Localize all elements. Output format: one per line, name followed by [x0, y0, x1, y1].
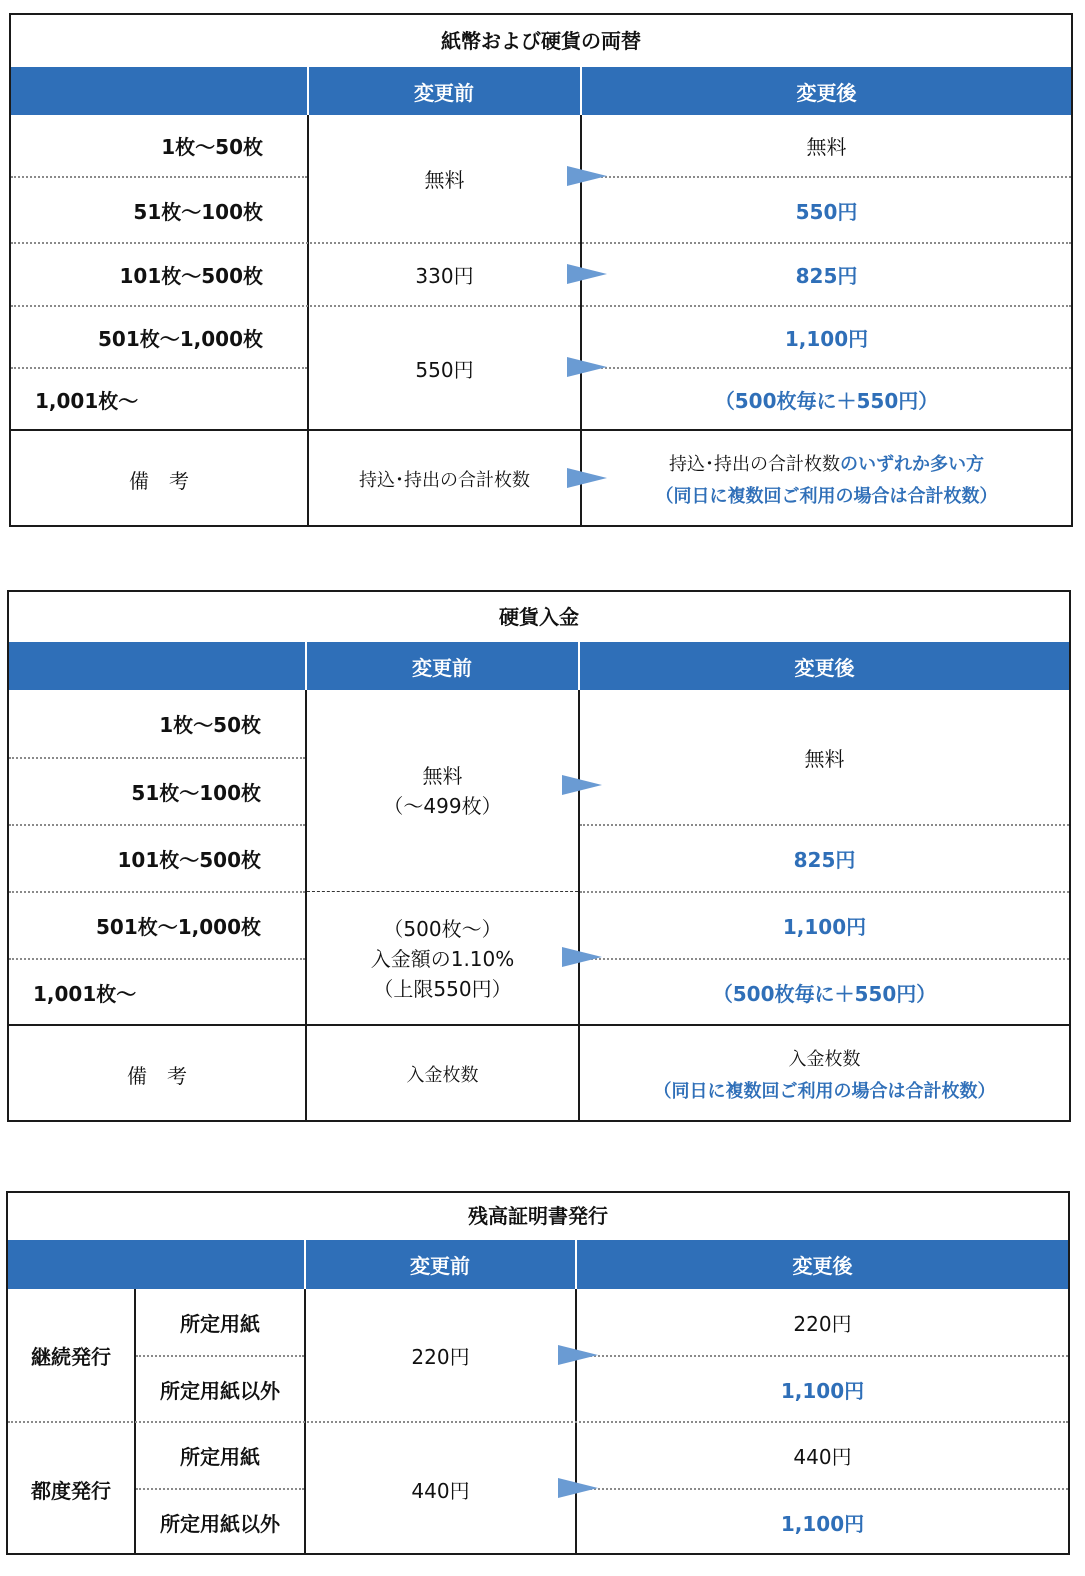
remarks-label: 備 考	[127, 1063, 187, 1088]
arrow-icon	[558, 1345, 598, 1365]
header-after: 変更後	[792, 1254, 853, 1278]
after-value: 825円	[793, 848, 856, 872]
row-label: 51枚～100枚	[133, 199, 263, 224]
before-value: 220円	[411, 1344, 470, 1369]
remarks-before: 入金枚数	[406, 1065, 479, 1086]
row-divider	[307, 891, 578, 892]
row-label: 501枚～1,000枚	[95, 915, 261, 939]
group-label: 継続発行	[31, 1344, 111, 1369]
after-value: 1,100円	[782, 915, 867, 939]
after-value: 550円	[795, 199, 858, 224]
table-title: 硬貨入金	[499, 605, 579, 629]
row-label: 所定用紙	[180, 1445, 260, 1469]
table-header	[11, 67, 1071, 115]
after-value: 1,100円	[780, 1512, 865, 1536]
before-value: 550円	[415, 357, 474, 382]
after-value: （500枚毎に＋550円）	[712, 981, 937, 1006]
table-header	[8, 1240, 1068, 1289]
header-after: 変更後	[794, 655, 855, 680]
header-before: 変更前	[410, 1254, 470, 1278]
remarks-after	[582, 431, 1071, 527]
row-label: 所定用紙以外	[160, 1378, 280, 1403]
header-after: 変更後	[796, 80, 857, 105]
coin-deposit-table	[7, 590, 1071, 1122]
before-value: 無料	[424, 168, 465, 192]
group-label: 都度発行	[31, 1478, 111, 1503]
arrow-icon	[562, 775, 602, 795]
after-value: 1,100円	[784, 326, 869, 351]
before-value	[307, 893, 578, 1024]
before-value	[307, 690, 578, 891]
remarks-before: 持込･持出の合計枚数	[359, 470, 530, 491]
before-line: 入金額の1.10%	[370, 946, 515, 971]
remarks-after-note: （同日に複数回ご利用の場合は合計枚数）	[653, 1081, 996, 1102]
row-label: 101枚～500枚	[119, 264, 263, 288]
remarks-after-text: 持込･持出の合計枚数	[669, 454, 840, 475]
remarks-after-emphasis: のいずれか多い方	[840, 454, 984, 475]
before-line: （～499枚）	[383, 793, 502, 818]
header-divider	[305, 642, 307, 690]
row-label: 51枚～100枚	[131, 781, 261, 805]
row-label: 501枚～1,000枚	[97, 326, 263, 351]
before-value: 440円	[411, 1478, 470, 1503]
arrow-icon	[567, 264, 607, 284]
arrow-icon	[567, 468, 607, 488]
header-divider	[304, 1240, 306, 1289]
remarks-after-text: 入金枚数	[788, 1049, 861, 1070]
header-divider	[575, 1240, 577, 1289]
row-label: 1,001枚～	[33, 981, 137, 1006]
after-value: 220円	[793, 1311, 852, 1336]
header-before: 変更前	[414, 80, 474, 105]
row-label: 所定用紙以外	[160, 1512, 280, 1536]
row-label: 101枚～500枚	[117, 848, 261, 872]
balance-certificate-table	[6, 1191, 1070, 1555]
after-value: 825円	[795, 264, 858, 288]
header-before: 変更前	[412, 655, 472, 680]
before-line: 無料	[422, 763, 463, 788]
exchange-fee-table	[9, 13, 1073, 527]
table-header	[9, 642, 1069, 690]
header-divider	[307, 67, 309, 115]
row-label: 1,001枚～	[35, 388, 139, 413]
after-value: 無料	[804, 746, 845, 771]
row-label: 1枚～50枚	[159, 713, 261, 737]
after-value: 1,100円	[780, 1378, 865, 1403]
before-value: 330円	[415, 264, 474, 288]
remarks-after-note: （同日に複数回ご利用の場合は合計枚数）	[655, 486, 998, 507]
header-divider	[578, 642, 580, 690]
after-value: （500枚毎に＋550円）	[714, 388, 939, 413]
row-label: 所定用紙	[180, 1311, 260, 1336]
after-value: 無料	[806, 135, 847, 159]
row-label: 1枚～50枚	[161, 135, 263, 159]
before-line: （500枚～）	[383, 916, 502, 941]
arrow-icon	[558, 1478, 598, 1498]
table-title: 紙幣および硬貨の両替	[441, 29, 641, 53]
after-value: 440円	[793, 1445, 852, 1469]
header-divider	[580, 67, 582, 115]
arrow-icon	[567, 166, 607, 186]
remarks-label: 備 考	[129, 468, 189, 493]
arrow-icon	[562, 947, 602, 967]
table-title: 残高証明書発行	[468, 1204, 608, 1228]
remarks-after	[580, 1026, 1069, 1122]
arrow-icon	[567, 357, 607, 377]
before-line: （上限550円）	[373, 976, 512, 1001]
